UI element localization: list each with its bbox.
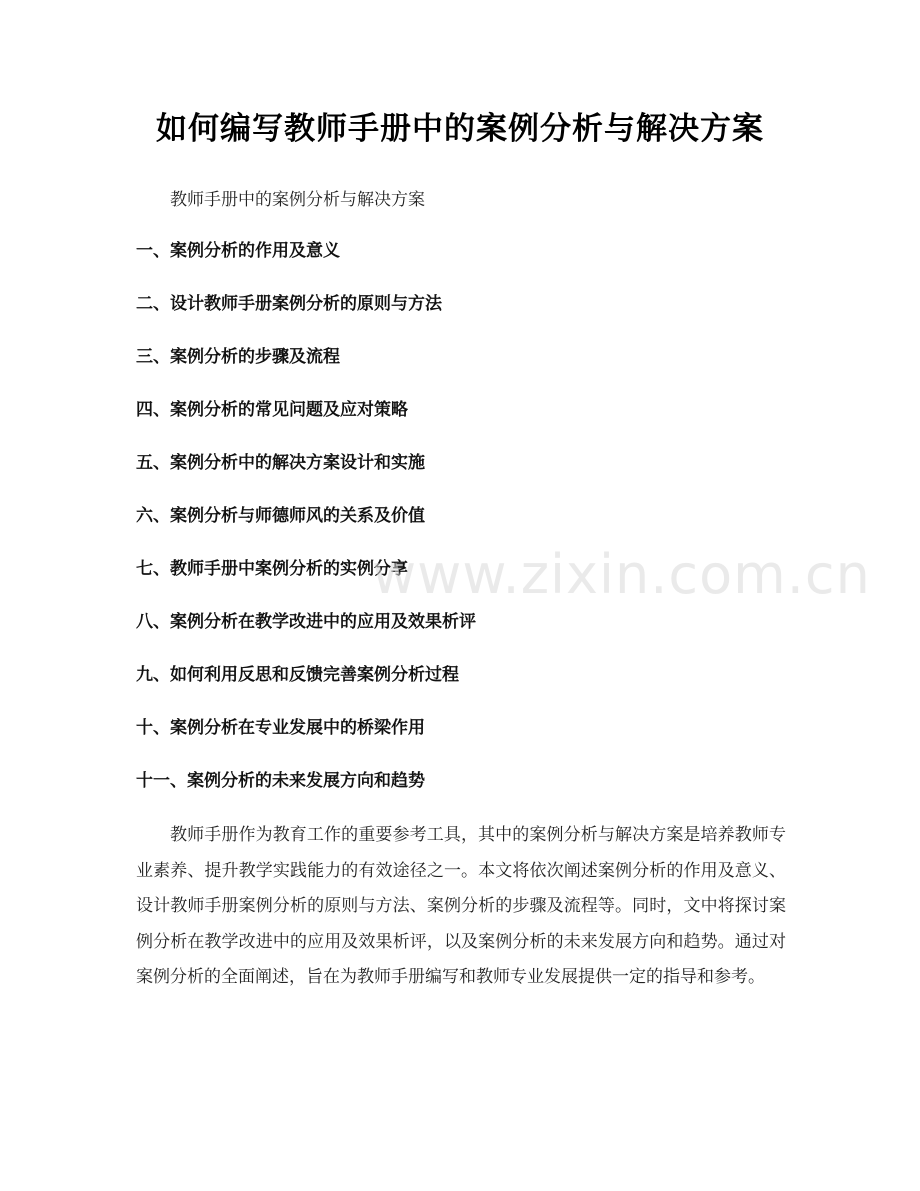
watermark: www.zixin.com.cn — [372, 543, 871, 606]
toc-item: 六、案例分析与师德师风的关系及价值 — [136, 506, 425, 526]
table-of-contents — [136, 236, 476, 819]
toc-item: 九、如何利用反思和反馈完善案例分析过程 — [136, 665, 459, 685]
document-title: 如何编写教师手册中的案例分析与解决方案 — [156, 111, 764, 147]
toc-item: 二、设计教师手册案例分析的原则与方法 — [136, 294, 442, 314]
toc-item: 七、教师手册中案例分析的实例分享 — [136, 559, 408, 579]
toc-item: 三、案例分析的步骤及流程 — [136, 347, 340, 367]
toc-item: 十、案例分析在专业发展中的桥梁作用 — [136, 718, 425, 738]
toc-item: 四、案例分析的常见问题及应对策略 — [136, 400, 408, 420]
document-subtitle: 教师手册中的案例分析与解决方案 — [170, 190, 425, 210]
body-paragraph: 教师手册作为教育工作的重要参考工具，其中的案例分析与解决方案是培养教师专业素养、提升教学实践能力的有效途径之一。本文将依次阐述案例分析的作用及意义、设计教师手册案例分析的原则与方法、案例分析的步骤及流程等。同时，文中将探讨案例分析在教学改进中的应用及效果析评，以及案例分析的未来发展方向和趋势。通过对案例分析的全面阐述，旨在为教师手册编写和教师专业发展提供一定的指导和参考。 — [136, 825, 786, 987]
toc-item: 八、案例分析在教学改进中的应用及效果析评 — [136, 612, 476, 632]
toc-item: 五、案例分析中的解决方案设计和实施 — [136, 453, 425, 473]
toc-item: 一、案例分析的作用及意义 — [136, 241, 340, 261]
toc-item: 十一、案例分析的未来发展方向和趋势 — [136, 771, 425, 791]
